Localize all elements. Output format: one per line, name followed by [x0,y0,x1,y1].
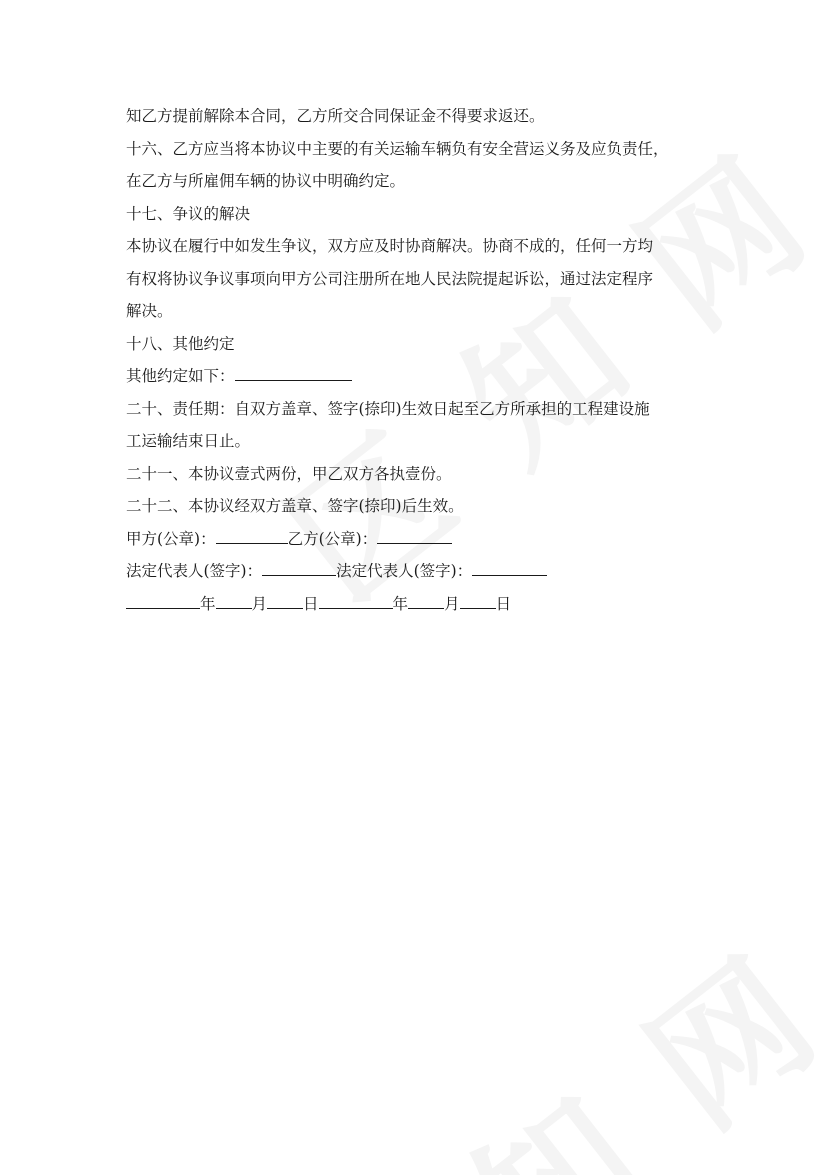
clause-21-line: 二十一、本协议壹式两份，甲乙双方各执壹份。 [126,464,452,483]
party-seal-line [126,523,716,556]
party-b-seal-label: 乙方(公章)： [287,529,378,548]
clause-16-line-2: 在乙方与所雇佣车辆的协议中明确约定。 [126,172,406,190]
watermark-bottom [248,897,830,1175]
clause-17-line-3: 解决。 [126,302,173,320]
paragraph-line-1: 知乙方提前解除本合同，乙方所交合同保证金不得要求返还。 [126,107,545,125]
date-b-year-label: 年 [392,594,409,613]
date-line [126,588,716,621]
other-agreement-line [126,360,716,393]
other-agreement-blank[interactable] [235,363,352,381]
clause-17-heading: 十七、争议的解决 [126,204,251,223]
clause-17-line-2: 有权将协议争议事项向甲方公司注册所在地人民法院提起诉讼，通过法定程序 [126,269,654,288]
date-a-year-blank[interactable] [126,591,200,609]
party-a-seal-blank[interactable] [216,526,288,544]
other-agreement-label: 其他约定如下： [126,367,235,385]
clause-22-line: 二十二、本协议经双方盖章、签字(捺印)后生效。 [126,497,464,515]
rep-b-label: 法定代表人(签字)： [336,562,473,580]
date-b-month-label: 月 [444,594,460,613]
clause-20-line-1: 二十、责任期：自双方盖章、签字(捺印)生效日起至乙方所承担的工程建设施 [126,399,650,418]
party-a-seal-label: 甲方(公章)： [126,529,216,548]
clause-20-line-2: 工运输结束日止。 [126,432,251,450]
contract-body [126,100,716,620]
clause-18-heading: 十八、其他约定 [126,334,235,353]
date-a-month-blank[interactable] [216,591,252,609]
rep-a-blank[interactable] [262,558,336,576]
party-b-seal-blank[interactable] [377,526,452,544]
clause-16-line-1: 十六、乙方应当将本协议中主要的有关运输车辆负有安全营运义务及应负责任， [126,139,669,158]
date-a-day-blank[interactable] [267,591,303,609]
rep-a-label: 法定代表人(签字)： [126,562,263,580]
representative-line [126,555,716,588]
date-b-year-blank[interactable] [319,591,393,609]
rep-b-blank[interactable] [472,558,547,576]
date-b-day-label: 日 [495,594,512,613]
date-a-year-label: 年 [200,594,216,613]
clause-17-line-1: 本协议在履行中如发生争议，双方应及时协商解决。协商不成的，任何一方均 [126,237,654,255]
date-b-day-blank[interactable] [460,591,496,609]
date-a-day-label: 日 [303,594,319,613]
date-b-month-blank[interactable] [408,591,444,609]
date-a-month-label: 月 [251,594,268,613]
